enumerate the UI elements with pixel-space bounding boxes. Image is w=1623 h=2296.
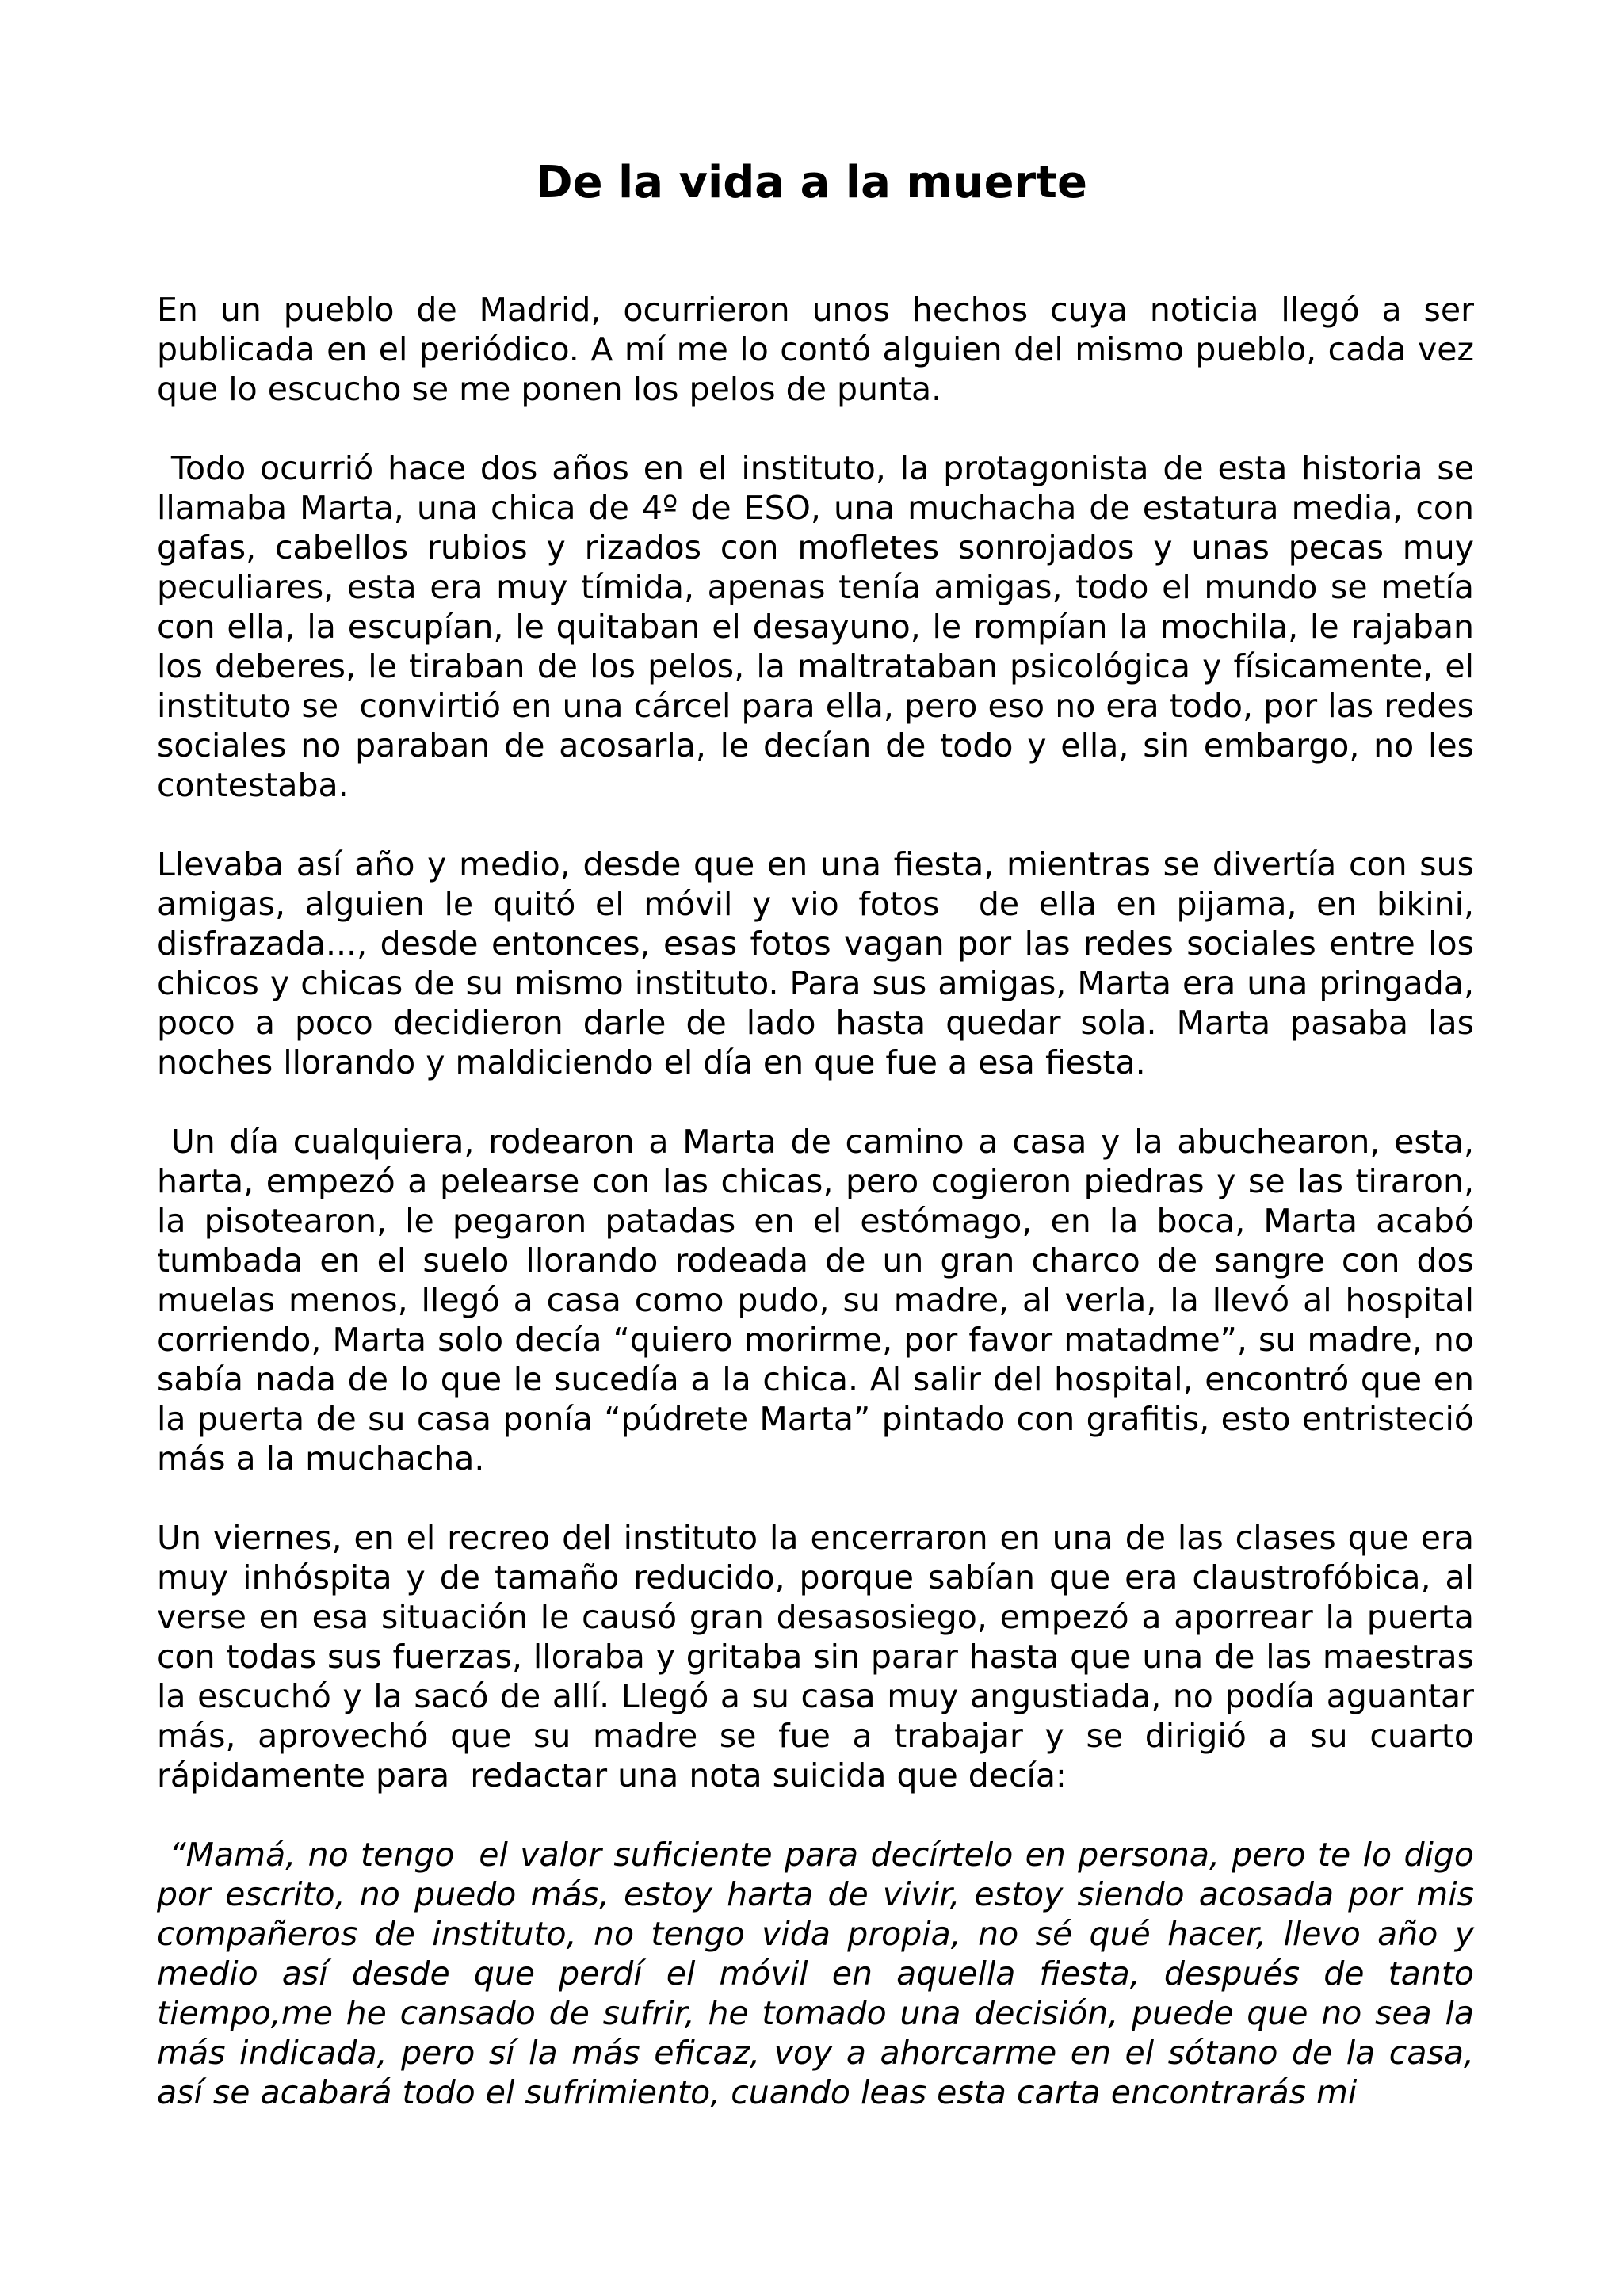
paragraph-4: Un día cualquiera, rodearon a Marta de camino a casa y la abuchearon, esta, harta, empezó a pelearse con las chicas, pero cogieron piedras y se las tiraron, la pisotearon, le pegaron patadas en el estómago, en la boca, Marta acabó tumbada en el suelo llorando rodeada de un gran charco de sangre con dos muelas menos, llegó a casa como pudo, su madre, al verla, la llevó al hospital corriendo, Marta solo decía “quiero morirme, por favor matadme”, su madre, no sabía nada de lo que le sucedía a la chica. Al salir del hospital, encontró que en la puerta de su casa ponía “púdrete Marta” pintado con grafitis, esto entristeció más a la muchacha.: [157, 1123, 1485, 1478]
suicide-note-paragraph: “Mamá, no tengo el valor suficiente para decírtelo en persona, pero te lo digo por escrito, no puedo más, estoy harta de vivir, estoy siendo acosada por mis compañeros de instituto, no tengo vida propia, no sé qué hacer, llevo año y medio así desde que perdí el móvil en aquella fiesta, después de tanto tiempo,me he cansado de sufrir, he tomado una decisión, puede que no sea la más indicada, pero sí la más eficaz, voy a ahorcarme en el sótano de la casa, así se acabará todo el sufrimiento, cuando leas esta carta encontrarás mi: [157, 1836, 1485, 2111]
paragraph-2: Todo ocurrió hace dos años en el instituto, la protagonista de esta historia se llamaba Marta, una chica de 4º de ESO, una muchacha de estatura media, con gafas, cabellos rubios y rizados con mofletes sonrojados y unas pecas muy peculiares, esta era muy tímida, apenas tenía amigas, todo el mundo se metía con ella, la escupían, le quitaban el desayuno, le rompían la mochila, le rajaban los deberes, le tiraban de los pelos, la maltrataban psicológica y físicamente, el instituto se convirtió en una cárcel para ella, pero eso no era todo, por las redes sociales no paraban de acosarla, le decían de todo y ella, sin embargo, no les contestaba.: [157, 449, 1485, 804]
document-body: [157, 290, 1485, 2112]
document-title: De la vida a la muerte: [536, 157, 1087, 208]
paragraph-1: En un pueblo de Madrid, ocurrieron unos hechos cuya noticia llegó a ser publicada en el periódico. A mí me lo contó alguien del mismo pueblo, cada vez que lo escucho se me ponen los pelos de punta.: [157, 291, 1485, 408]
paragraph-5: Un viernes, en el recreo del instituto la encerraron en una de las clases que era muy inhóspita y de tamaño reducido, porque sabían que era claustrofóbica, al verse en esa situación le causó gran desasosiego, empezó a aporrear la puerta con todas sus fuerzas, lloraba y gritaba sin parar hasta que una de las maestras la escuchó y la sacó de allí. Llegó a su casa muy angustiada, no podía aguantar más, aprovechó que su madre se fue a trabajar y se dirigió a su cuarto rápidamente para redactar una nota suicida que decía:: [157, 1519, 1485, 1794]
paragraph-3: Llevaba así año y medio, desde que en una fiesta, mientras se divertía con sus amigas, alguien le quitó el móvil y vio fotos de ella en pijama, en bikini, disfrazada..., desde entonces, esas fotos vagan por las redes sociales entre los chicos y chicas de su mismo instituto. Para sus amigas, Marta era una pringada, poco a poco decidieron darle de lado hasta quedar sola. Marta pasaba las noches llorando y maldiciendo el día en que fue a esa fiesta.: [157, 845, 1485, 1081]
